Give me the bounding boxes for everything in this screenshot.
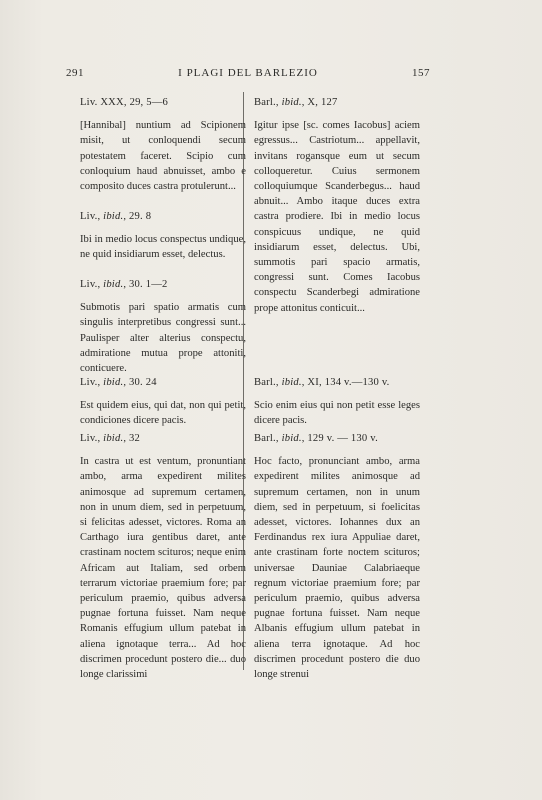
passage-reference: Barl., ibid., XI, 134 v.—130 v. — [254, 377, 390, 388]
passage — [80, 277, 246, 376]
passage-reference: Liv., ibid., 29. 8 — [80, 211, 152, 222]
passage-text: In castra ut est ventum, pronuntiant ambo, arma expedirent milites animosque ad supremum certamen, non in unum diem, sed in perpetuum, si felicitas adesset, victores. Roma an Carthago iura gentibus daret, ante crastinam noctem scituros; neque enim Africam aut Italiam, sed orbem terrarum victoriae praemium fore; par periculum praemio, quibus adversa pugnae fortuna fuisset. Nam neque Romanis effugium ullum patebat in aliena ignotaque terra... Ad hoc discrimen procedunt postero die... duo longe clarissimi — [80, 456, 246, 681]
passage-reference: Barl., ibid., X, 127 — [254, 97, 338, 108]
passage-text: Hoc facto, pronunciant ambo, arma expedirent milites animosque ad supremum certamen, non in unum diem, sed in perpetuum, si foelicitas adesset, victores. Iohannes dux an Ferdinandus rex iura Appuliae daret, ante crastinam forte noctem scituros; universae Dauniae Calabriaeque regnum victoriae praemium fore; par periculum praemio, quibus adversa pugnae fortuna fuisset. Nam neque Albanis effugium ullum patebat in aliena terra ignotaque. Ad hoc discrimen procedunt postero die duo longe strenui — [254, 456, 420, 681]
running-title: I PLAGI DEL BARLEZIO — [178, 67, 318, 79]
passage-text: Submotis pari spatio armatis cum singulis interpretibus congressi sunt... Paulisper alter alterius conspectu, admiratione mutua prope attoniti, conticuere. — [80, 302, 246, 375]
passage-text: Ibi in medio locus conspectus undique, ne quid insidiarum esset, delectus. — [80, 234, 246, 261]
passage-text: [Hannibal] nuntium ad Scipionem misit, ut conloquendi secum potestatem faceret. Scipio cum conloquium haud abnuisset, ambo e composito duces castra protulerunt... — [80, 120, 246, 193]
passage-reference: Liv. XXX, 29, 5—6 — [80, 97, 169, 108]
passage-text: Est quidem eius, qui dat, non qui petit, condiciones dicere pacis. — [80, 400, 246, 427]
passage-text: Igitur ipse [sc. comes Iacobus] aciem egressus... Castriotum... appellavit, invitans rogansque eum ut secum colloqueretur. Cuius sermonem colloquiumque Scanderbegus... haud abnuit... Ambo itaque duces extra castra prodiere. Ibi in medio locus conspicuus undique, ne quid insidiarum esset, delectus. Ubi, summotis pari spacio armatis, congressi sunt. Comes Iacobus conspectu Scanderbegi admiratione prope attonitus conticuit... — [254, 120, 420, 314]
passage — [80, 431, 246, 682]
passage — [254, 95, 420, 316]
passage — [80, 95, 246, 194]
passage — [254, 431, 420, 682]
passage — [80, 209, 246, 263]
passage-reference: Barl., ibid., 129 v. — 130 v. — [254, 433, 378, 444]
passage — [254, 375, 420, 429]
passage-reference: Liv., ibid., 30. 1—2 — [80, 279, 168, 290]
passage-reference: Liv., ibid., 30. 24 — [80, 377, 157, 388]
passage-reference: Liv., ibid., 32 — [80, 433, 141, 444]
page-number-left: 291 — [66, 67, 84, 79]
passage-text: Scio enim eius qui non petit esse leges dicere pacis. — [254, 400, 420, 427]
page-number-right: 157 — [412, 67, 430, 79]
passage — [80, 375, 246, 429]
